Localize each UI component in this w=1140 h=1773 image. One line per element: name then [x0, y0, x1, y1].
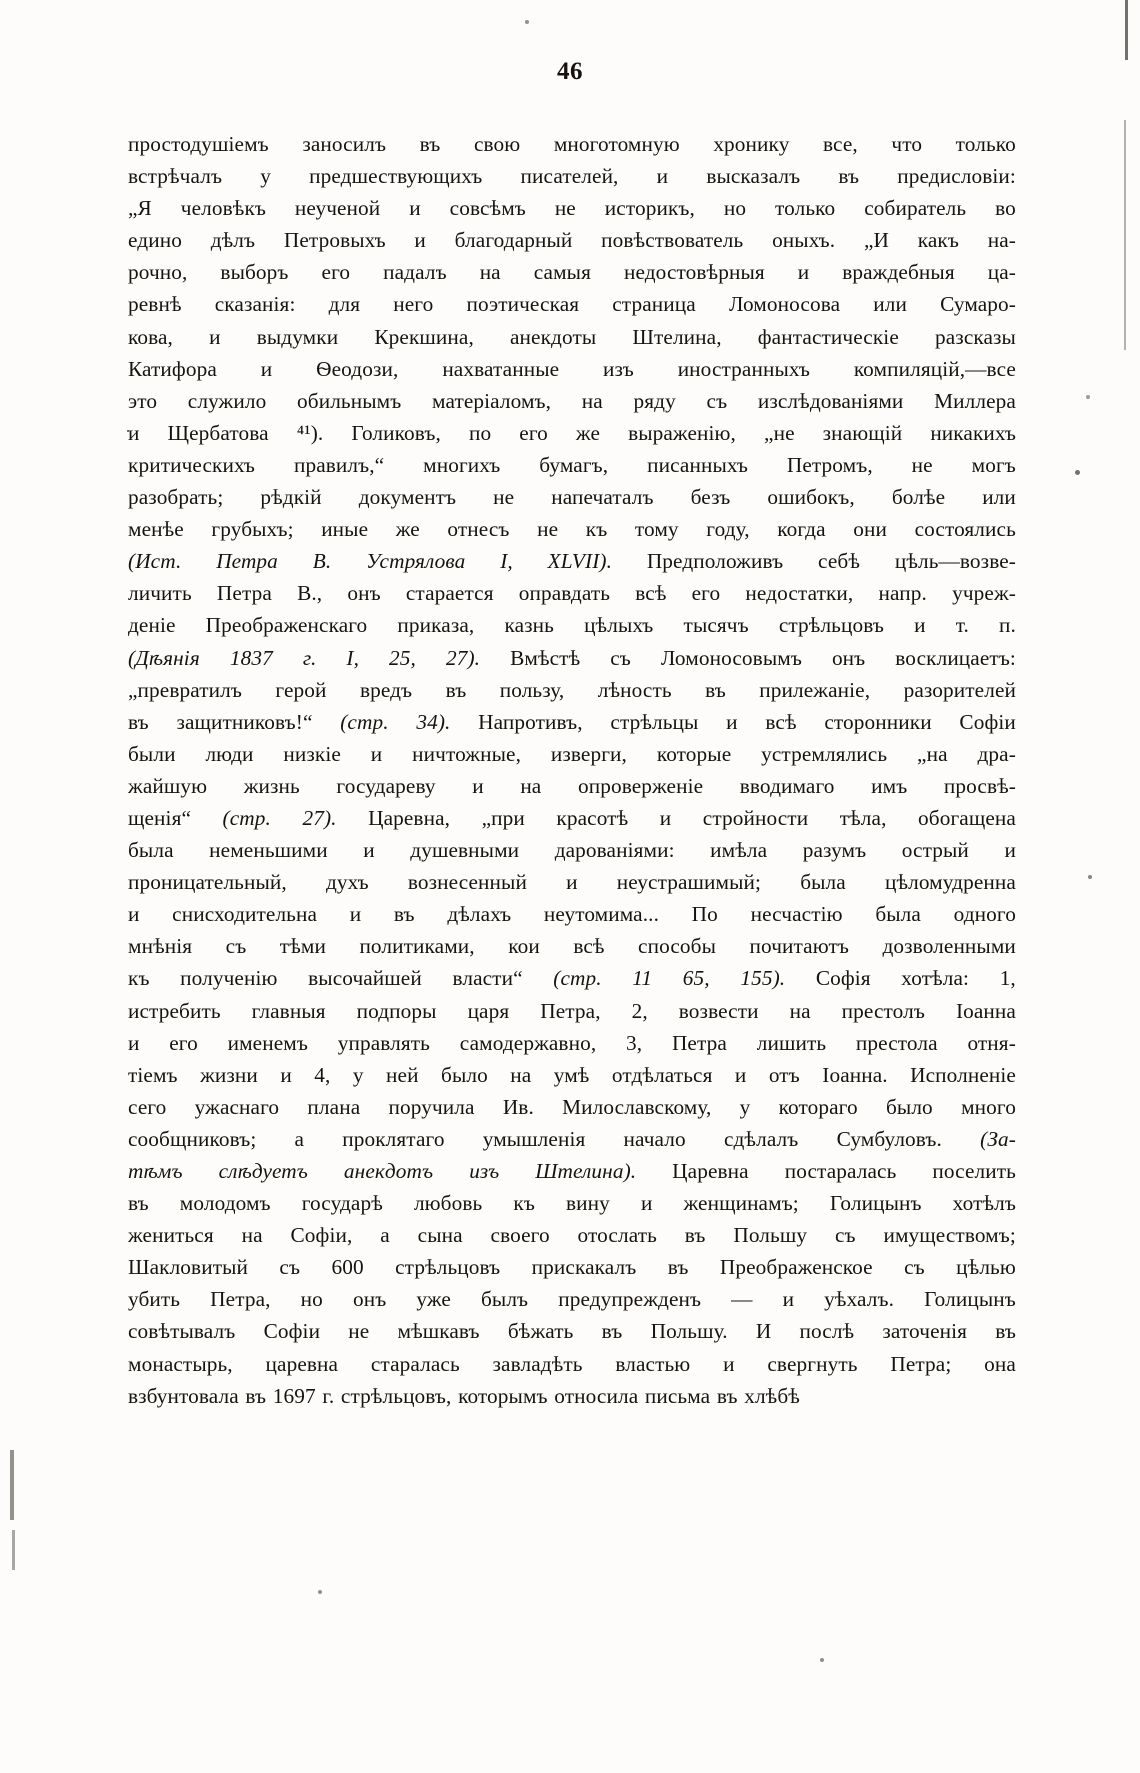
text-line: тѣмъ слѣдуетъ анекдотъ изъ Штелина). Царевна постаралась поселить: [128, 1159, 1016, 1183]
text-line: рочно, выборъ его падалъ на самыя недостовѣрныя и враждебныя ца-: [128, 260, 1016, 285]
text-line: щенія“ (стр. 27). Царевна, „при красотѣ и стройности тѣла, обогащена: [128, 805, 1016, 830]
text-line: кова, и выдумки Крекшина, анекдоты Штелина, фантастическіе разсказы: [128, 324, 1016, 349]
scan-edge-mark: [1124, 120, 1126, 350]
text-line: въ молодомъ государѣ любовь къ вину и женщинамъ; Голицынъ хотѣлъ: [128, 1191, 1016, 1216]
text-line: едино дѣлъ Петровыхъ и благодарный повѣствователь оныхъ. „И какъ на-: [128, 228, 1016, 253]
text-line: и его именемъ управлять самодержавно, 3, Петра лишить престола отня-: [128, 1030, 1016, 1055]
text-line: критическихъ правилъ,“ многихъ бумагъ, писанныхъ Петромъ, не могъ: [128, 452, 1016, 477]
text-line: деніе Преображенскаго приказа, казнь цѣлыхъ тысячъ стрѣльцовъ и т. п.: [128, 613, 1016, 638]
text-line: (Дѣянія 1837 г. I, 25, 27). Вмѣстѣ съ Ломоносовымъ онъ восклицаетъ:: [128, 645, 1016, 670]
text-line: мнѣнія съ тѣми политиками, кои всѣ способы почитаютъ дозволенными: [128, 934, 1016, 959]
text-line: къ полученію высочайшей власти“ (стр. 11 65, 155). Софія хотѣла: 1,: [128, 966, 1016, 991]
scan-edge-mark: [10, 1450, 14, 1520]
text-line: сего ужаснаго плана поручила Ив. Милославскому, у котораго было много: [128, 1094, 1016, 1119]
page-number: 46: [557, 58, 583, 85]
text-line: были люди низкіе и ничтожные, изверги, которые устремлялись „на дра-: [128, 741, 1016, 766]
scan-edge-mark: [1075, 470, 1080, 475]
text-line: истребить главныя подпоры царя Петра, 2, возвести на престолъ Іоанна: [128, 998, 1016, 1023]
scan-edge-mark: [820, 1658, 824, 1662]
text-line: и снисходительна и въ дѣлахъ неутомима... По несчастію была одного: [128, 902, 1016, 927]
text-line: монастырь, царевна старалась завладѣть властью и свергнуть Петра; она: [128, 1351, 1016, 1376]
scan-edge-mark: [1088, 875, 1092, 879]
scan-edge-mark: [318, 1590, 322, 1594]
scan-edge-mark: [1125, 0, 1128, 60]
text-line: ревнѣ сказанія: для него поэтическая страница Ломоносова или Сумаро-: [128, 292, 1016, 317]
text-line: въ защитниковъ!“ (стр. 34). Напротивъ, стрѣльцы и всѣ сторонники Софіи: [128, 709, 1016, 734]
scan-edge-mark: [1086, 395, 1090, 399]
text-line: Катифора и Ѳеодози, нахватанные изъ иностранныхъ компиляцій,—все: [128, 356, 1016, 381]
text-line: взбунтовала въ 1697 г. стрѣльцовъ, которымъ относила письма въ хлѣбѣ: [128, 1383, 800, 1408]
text-line: была неменьшими и душевными дарованіями: имѣла разумъ острый и: [128, 838, 1016, 863]
text-line: разобрать; рѣдкій документъ не напечаталъ безъ ошибокъ, болѣе или: [128, 485, 1016, 510]
text-line: (Ист. Петра В. Устрялова I, XLVII). Предположивъ себѣ цѣль—возве-: [128, 549, 1016, 574]
text-line: тіемъ жизни и 4, у ней было на умѣ отдѣлаться и отъ Іоанна. Исполненіе: [128, 1062, 1016, 1087]
body-text: [128, 128, 1016, 1412]
text-line: сообщниковъ; а проклятаго умышленія начало сдѣлалъ Сумбуловъ. (За-: [128, 1126, 1016, 1151]
text-line: жениться на Софіи, а сына своего отослать въ Польшу съ имуществомъ;: [128, 1223, 1016, 1248]
text-line: совѣтывалъ Софіи не мѣшкавъ бѣжать въ Польшу. И послѣ заточенія въ: [128, 1319, 1016, 1344]
text-line: менѣе грубыхъ; иные же отнесъ не къ тому году, когда они состоялись: [128, 517, 1016, 542]
text-line: встрѣчалъ у предшествующихъ писателей, и высказалъ въ предисловіи:: [128, 164, 1016, 189]
scan-edge-mark: [12, 1530, 15, 1570]
text-line: простодушіемъ заносилъ въ свою многотомную хронику все, что только: [128, 132, 1016, 156]
scan-edge-mark: [525, 20, 529, 24]
text-line: личить Петра В., онъ старается оправдать всѣ его недостатки, напр. учреж-: [128, 581, 1016, 606]
text-line: Шакловитый съ 600 стрѣльцовъ прискакалъ въ Преображенское съ цѣлью: [128, 1255, 1016, 1280]
text-line: жайшую жизнь государеву и на опроверженіе вводимаго имъ просвѣ-: [128, 773, 1016, 798]
text-line: „Я человѣкъ неученой и совсѣмъ не историкъ, но только собиратель во: [128, 196, 1016, 221]
text-line: „превратилъ герой вредъ въ пользу, лѣность въ прилежаніе, разорителей: [128, 677, 1016, 702]
text-line: и Щербатова ⁴¹). Голиковъ, по его же выраженію, „не знающій никакихъ: [128, 420, 1016, 445]
text-line: это служило обильнымъ матеріаломъ, на ряду съ изслѣдованіями Миллера: [128, 388, 1016, 413]
text-line: проницательный, духъ вознесенный и неустрашимый; была цѣломудренна: [128, 870, 1016, 895]
text-line: убить Петра, но онъ уже былъ предупрежденъ — и уѣхалъ. Голицынъ: [128, 1287, 1016, 1312]
